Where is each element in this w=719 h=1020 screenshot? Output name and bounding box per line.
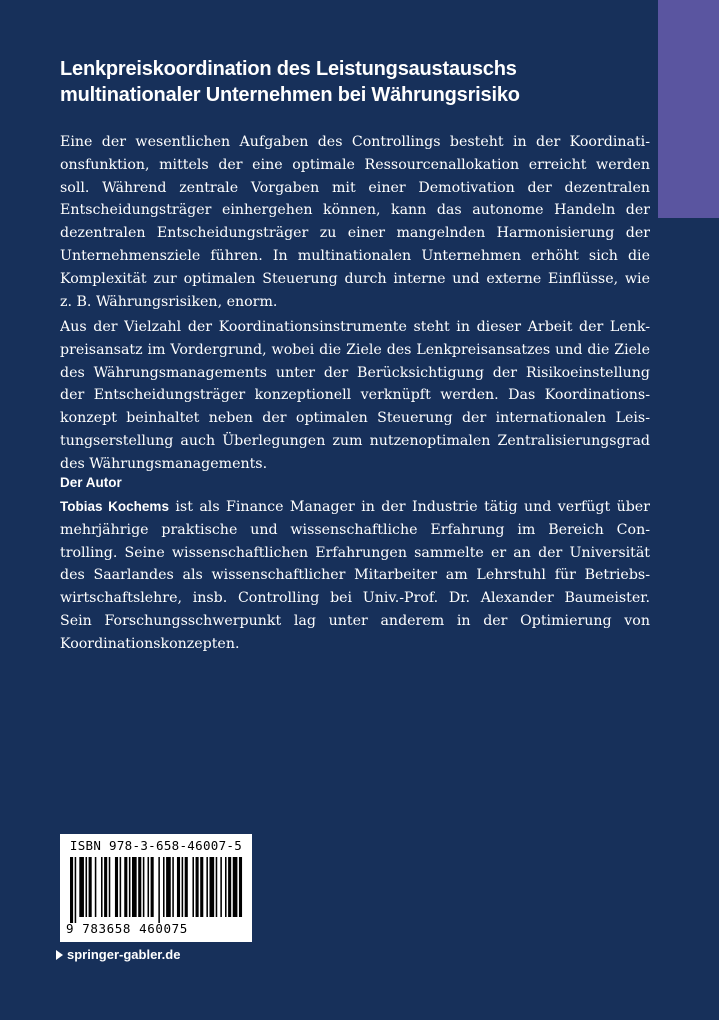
text-line: Entscheidungsträger einhergehen können, kann das autonome Handeln der xyxy=(60,202,650,219)
text-line: dezentralen Entscheidungsträger zu einer mangelnden Harmonisierung der xyxy=(60,225,650,242)
isbn-barcode xyxy=(60,834,252,942)
barcode-bar xyxy=(115,857,118,917)
barcode-bar xyxy=(120,857,122,917)
barcode-bar xyxy=(177,857,180,917)
text-line xyxy=(60,496,650,519)
barcode-bar xyxy=(75,857,77,923)
barcode-bar xyxy=(79,857,84,917)
barcode-bar xyxy=(138,857,141,917)
barcode-bar xyxy=(172,857,174,917)
arrow-right-icon xyxy=(56,950,63,960)
barcode-bar xyxy=(129,857,131,917)
text-line: des Währungsmanagements unter der Berücksichtigung der Risikoeinstellung xyxy=(60,364,650,381)
text-line: des Saarlandes als wissenschaftlicher Mitarbeiter am Lehrstuhl für Betriebs- xyxy=(60,567,650,584)
text-line: tungserstellung auch Überlegungen zum nutzenoptimalen Zentralisierungsgrad xyxy=(60,432,650,449)
book-title xyxy=(60,56,650,108)
text-line: der Entscheidungsträger konzeptionell verknüpft werden. Das Koordinations- xyxy=(60,387,650,404)
text-line: Aus der Vielzahl der Koordinationsinstrumente steht in dieser Arbeit der Lenk- xyxy=(60,319,650,335)
text-line: wirtschaftslehre, insb. Controlling bei Univ.-Prof. Dr. Alexander Baumeister. xyxy=(60,590,650,607)
barcode-bar xyxy=(109,857,111,917)
barcode-bar xyxy=(216,857,218,917)
barcode-bar xyxy=(206,857,208,917)
text-line: Unternehmensziele führen. In multinationalen Unternehmen erhöht sich die xyxy=(60,247,650,264)
barcode-bar xyxy=(192,857,194,917)
text-line: mehrjährige praktische und wissenschaftliche Erfahrung im Bereich Con- xyxy=(60,521,650,538)
barcode-bar xyxy=(104,857,107,917)
barcode-bar xyxy=(182,857,184,917)
text-line: trolling. Seine wissenschaftlichen Erfahrungen sammelte er an der Universität xyxy=(60,544,650,561)
text-line: Komplexität zur optimalen Steuerung durch interne und externe Einflüsse, wie xyxy=(60,270,650,287)
author-bio xyxy=(60,496,650,656)
barcode-bar xyxy=(151,857,154,917)
barcode-bar xyxy=(95,857,97,917)
barcode-bars xyxy=(66,857,246,923)
text-line: konzept beinhaltet neben der optimalen Steuerung der internationalen Leis- xyxy=(60,410,650,427)
isbn-label: ISBN 978-3-658-46007-5 xyxy=(69,838,243,853)
barcode-bar xyxy=(196,857,199,917)
barcode-bar xyxy=(225,857,227,917)
barcode-bar xyxy=(210,857,215,917)
barcode-bar xyxy=(228,857,231,917)
author-name: Tobias Kochems xyxy=(60,499,169,514)
barcode-bar xyxy=(124,857,127,917)
barcode-bar xyxy=(185,857,188,917)
barcode-bar xyxy=(143,857,145,917)
text-line: Koordinationskonzepten. xyxy=(60,635,240,652)
barcode-bar xyxy=(70,857,73,923)
barcode-bar xyxy=(132,857,137,917)
author-bio-first-line: ist als Finance Manager in der Industrie tätig und verfügt über xyxy=(168,499,650,515)
text-line: z. B. Währungsrisiken, enorm. xyxy=(60,293,278,310)
title-line: Lenkpreiskoordination des Leistungsaustauschs xyxy=(60,58,517,80)
barcode-bar xyxy=(163,857,165,917)
barcode-bar xyxy=(233,857,238,917)
description-paragraph-2 xyxy=(60,316,650,476)
publisher-link[interactable] xyxy=(56,947,180,963)
publisher-url: springer-gabler.de xyxy=(67,947,181,962)
text-line: preisansatz im Vordergrund, wobei die Ziele des Lenkpreisansatzes und die Ziele xyxy=(60,341,650,358)
text-line: Eine der wesentlichen Aufgaben des Controllings besteht in der Koordinati- xyxy=(60,134,650,150)
text-line: onsfunktion, mittels der eine optimale Ressourcenallokation erreicht werden xyxy=(60,156,650,173)
barcode-bar xyxy=(200,857,203,917)
text-line: soll. Während zentrale Vorgaben mit einer Demotivation der dezentralen xyxy=(60,179,650,196)
author-heading: Der Autor xyxy=(60,475,122,490)
barcode-bar xyxy=(86,857,88,917)
description-paragraph-1 xyxy=(60,131,650,313)
accent-tab xyxy=(658,0,719,218)
barcode-bar xyxy=(101,857,103,917)
title-line: multinationaler Unternehmen bei Währungsrisiko xyxy=(60,84,520,106)
barcode-bar xyxy=(89,857,92,917)
barcode-digits: 9 783658 460075 xyxy=(66,921,188,936)
barcode-bar xyxy=(158,857,160,923)
text-line: des Währungsmanagements. xyxy=(60,455,268,472)
barcode-bar xyxy=(220,857,222,917)
barcode-bar xyxy=(166,857,171,917)
barcode-bar xyxy=(148,857,150,917)
text-line: Sein Forschungsschwerpunkt lag unter anderem in der Optimierung von xyxy=(60,612,650,629)
barcode-bar xyxy=(239,857,242,917)
